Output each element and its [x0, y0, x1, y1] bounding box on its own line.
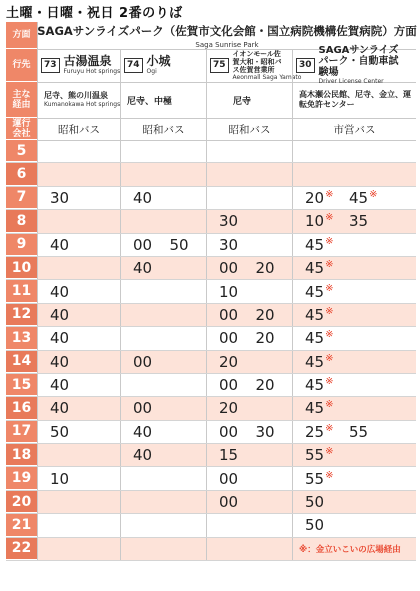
departure-cell	[206, 421, 292, 443]
operator-cell: 昭和バス	[206, 118, 292, 140]
hour-row	[6, 397, 416, 420]
page-title: 土曜・日曜・祝日 2番のりば	[6, 6, 183, 21]
destination-label: 方面	[6, 22, 37, 49]
departure-cell	[206, 538, 292, 560]
departure-minute: 40	[133, 188, 153, 207]
operator-label: 運行会社	[6, 118, 37, 140]
departure-cell	[206, 444, 292, 466]
departure-minute: 50	[169, 235, 189, 254]
departure-cell	[292, 140, 416, 162]
departure-cell	[37, 374, 120, 396]
departure-minute: 20	[219, 399, 239, 418]
departure-minute: 40	[133, 422, 153, 441]
departure-minute: 00	[219, 259, 239, 278]
departure-minute: 40	[50, 235, 70, 254]
minute-value: 55	[349, 422, 369, 441]
via-cell-74: 尼寺、中極	[120, 82, 206, 118]
hour-row	[6, 210, 416, 233]
departure-cell	[37, 140, 120, 162]
via-cell-73	[37, 82, 120, 118]
departure-minute: 00	[219, 305, 239, 324]
bound-cell-73	[37, 49, 120, 82]
hour-label: 15	[6, 374, 37, 396]
departure-minute: 40	[50, 282, 70, 301]
minute-value: 25	[305, 422, 325, 441]
departure-minute: 40	[50, 305, 70, 324]
departure-minute: 50	[50, 422, 70, 441]
departure-minute: 20	[219, 352, 239, 371]
bound-row	[6, 45, 416, 85]
timetable-grid	[6, 140, 416, 561]
departure-minute: 20	[255, 259, 275, 278]
departure-minute: 40	[50, 399, 70, 418]
hour-row	[6, 304, 416, 327]
departure-minute	[305, 212, 349, 230]
departure-minute	[349, 423, 393, 441]
departure-minute: 00	[219, 469, 239, 488]
route-mark: ※	[325, 352, 334, 364]
departure-cell	[37, 163, 120, 185]
departure-cell	[120, 351, 206, 373]
minute-value: 45	[305, 329, 325, 348]
departure-cell	[120, 257, 206, 279]
bound-name-en: Ogi	[146, 68, 157, 75]
departure-cell	[120, 538, 206, 560]
departure-cell	[292, 351, 416, 373]
hour-label: 6	[6, 163, 37, 185]
via-row	[6, 82, 416, 119]
departure-minute: 00	[133, 399, 153, 418]
minute-value: 20	[305, 188, 325, 207]
departure-minute: 15	[219, 446, 239, 465]
bound-cell-75	[206, 49, 302, 82]
departure-cell	[206, 140, 292, 162]
departure-cell	[37, 351, 120, 373]
hour-row	[6, 187, 416, 210]
departure-cell	[120, 327, 206, 349]
departure-cell	[206, 491, 292, 513]
bound-name-en: Driver License Center	[318, 78, 384, 85]
departure-cell	[120, 210, 206, 232]
departure-cell	[292, 234, 416, 256]
route-mark: ※	[325, 305, 334, 317]
departure-minute: 00	[219, 422, 239, 441]
bound-label: 行先	[6, 49, 37, 82]
route-mark: ※	[325, 329, 334, 341]
departure-minute: 40	[133, 259, 153, 278]
route-mark: ※	[325, 422, 334, 434]
departure-minute: 20	[255, 376, 275, 395]
hour-label: 18	[6, 444, 37, 466]
departure-minute	[349, 212, 393, 230]
route-mark: ※	[369, 188, 378, 200]
minute-value: 45	[305, 399, 325, 418]
departure-cell	[120, 467, 206, 489]
departure-cell	[292, 187, 416, 209]
departure-cell	[37, 187, 120, 209]
minute-value: 45	[305, 305, 325, 324]
hour-label: 21	[6, 514, 37, 536]
hour-row	[6, 374, 416, 397]
departure-cell	[206, 280, 292, 302]
departure-cell	[206, 351, 292, 373]
departure-cell	[206, 187, 292, 209]
departure-cell	[37, 304, 120, 326]
departure-cell	[292, 327, 416, 349]
departure-cell	[37, 467, 120, 489]
departure-minute	[305, 376, 349, 394]
departure-cell	[292, 397, 416, 419]
departure-cell	[120, 280, 206, 302]
departure-minute	[305, 516, 349, 534]
departure-cell	[120, 234, 206, 256]
via-text: 尼寺、熊の川温泉	[44, 91, 108, 100]
hour-label: 14	[6, 351, 37, 373]
route-number: 73	[41, 58, 60, 73]
departure-minute: 10	[219, 282, 239, 301]
route-mark: ※	[325, 469, 334, 481]
hour-row	[6, 444, 416, 467]
departure-minute: 00	[219, 493, 239, 512]
bound-name: SAGAサンライズパーク・自動車試験場	[318, 45, 399, 78]
departure-cell	[292, 421, 416, 443]
departure-cell	[120, 187, 206, 209]
minute-value: 45	[305, 282, 325, 301]
bound-name: 古湯温泉	[63, 54, 112, 68]
operator-row	[6, 118, 416, 141]
departure-cell	[292, 467, 416, 489]
via-label: 主な経由	[6, 82, 37, 118]
departure-cell	[37, 257, 120, 279]
route-mark: ※	[325, 446, 334, 458]
route-mark: ※	[325, 188, 334, 200]
departure-cell	[206, 467, 292, 489]
minute-value: 50	[305, 516, 325, 535]
minute-value: 45	[305, 259, 325, 278]
departure-cell	[37, 234, 120, 256]
departure-cell	[120, 421, 206, 443]
departure-minute	[305, 353, 349, 371]
minute-value: 45	[305, 376, 325, 395]
departure-cell	[292, 280, 416, 302]
departure-cell	[37, 491, 120, 513]
hour-row	[6, 351, 416, 374]
hour-row	[6, 163, 416, 186]
departure-cell	[206, 397, 292, 419]
minute-value: 45	[305, 235, 325, 254]
departure-cell	[37, 514, 120, 536]
bound-name: 小城	[146, 54, 171, 68]
departure-cell	[37, 327, 120, 349]
hour-label: 22	[6, 538, 37, 560]
route-mark: ※	[325, 259, 334, 271]
departure-cell	[206, 304, 292, 326]
hour-row	[6, 257, 416, 280]
route-number: 30	[296, 58, 315, 73]
operator-cell: 昭和バス	[37, 118, 120, 140]
operator-cell: 昭和バス	[120, 118, 206, 140]
hour-label: 10	[6, 257, 37, 279]
hour-label: 19	[6, 467, 37, 489]
hour-label: 8	[6, 210, 37, 232]
departure-cell	[206, 257, 292, 279]
bound-cell-74	[120, 49, 206, 82]
minute-value: 35	[349, 212, 369, 231]
departure-minute: 30	[255, 422, 275, 441]
hour-label: 7	[6, 187, 37, 209]
minute-value: 45	[305, 352, 325, 371]
departure-cell	[292, 163, 416, 185]
hour-label: 11	[6, 280, 37, 302]
departure-minute	[305, 329, 349, 347]
departure-minute: 20	[255, 305, 275, 324]
route-mark: ※	[325, 282, 334, 294]
footnote: ※：金立いこいの広場経由	[292, 538, 416, 560]
hour-row	[6, 327, 416, 350]
minute-value: 55	[305, 469, 325, 488]
departure-minute	[305, 283, 349, 301]
hour-row	[6, 538, 416, 561]
hour-row	[6, 467, 416, 490]
departure-minute: 30	[50, 188, 70, 207]
minute-value: 10	[305, 212, 325, 231]
departure-cell	[37, 280, 120, 302]
departure-minute: 40	[50, 352, 70, 371]
via-text-en: Kumanokawa Hot springs	[44, 101, 121, 108]
route-number: 74	[124, 58, 143, 73]
departure-minute: 10	[50, 469, 70, 488]
departure-minute	[305, 306, 349, 324]
departure-cell	[292, 374, 416, 396]
departure-cell	[37, 421, 120, 443]
departure-cell	[206, 163, 292, 185]
departure-minute	[305, 399, 349, 417]
departure-cell	[206, 374, 292, 396]
departure-cell	[120, 397, 206, 419]
departure-cell	[206, 327, 292, 349]
departure-minute: 40	[50, 329, 70, 348]
departure-cell	[120, 514, 206, 536]
departure-minute: 00	[219, 376, 239, 395]
hour-row	[6, 280, 416, 303]
bound-cell-30	[292, 45, 416, 85]
departure-cell	[37, 397, 120, 419]
minute-value: 55	[305, 446, 325, 465]
departure-minute	[305, 446, 349, 464]
hour-label: 12	[6, 304, 37, 326]
departure-cell	[292, 257, 416, 279]
route-mark: ※	[325, 235, 334, 247]
hour-row	[6, 491, 416, 514]
departure-cell	[120, 374, 206, 396]
departure-cell	[292, 491, 416, 513]
destination-name-en: Saga Sunrise Park	[195, 40, 259, 49]
hour-row	[6, 140, 416, 163]
via-cell-75: 尼寺	[206, 82, 292, 118]
bound-name-en: Furuyu Hot springs	[63, 68, 121, 75]
hour-label: 20	[6, 491, 37, 513]
departure-cell	[37, 210, 120, 232]
departure-minute: 20	[255, 329, 275, 348]
departure-minute: 30	[219, 212, 239, 231]
departure-cell	[292, 210, 416, 232]
departure-cell	[206, 234, 292, 256]
departure-minute	[349, 189, 393, 207]
departure-cell	[120, 304, 206, 326]
departure-minute: 40	[133, 446, 153, 465]
departure-cell	[292, 304, 416, 326]
destination-name: SAGAサンライズパーク（佐賀市文化会館・国立病院機構佐賀病院）方面	[37, 23, 417, 38]
minute-value: 45	[349, 188, 369, 207]
departure-cell	[37, 444, 120, 466]
departure-minute: 40	[50, 376, 70, 395]
departure-cell	[292, 514, 416, 536]
departure-minute	[305, 189, 349, 207]
departure-cell	[37, 538, 120, 560]
departure-minute	[305, 493, 349, 511]
hour-row	[6, 421, 416, 444]
bound-name: イオンモール佐賀大和・昭和バス佐賀営業所	[232, 49, 282, 74]
operator-cell: 市営バス	[292, 118, 416, 140]
departure-cell	[206, 514, 292, 536]
hour-label: 5	[6, 140, 37, 162]
departure-minute	[305, 236, 349, 254]
hour-row	[6, 234, 416, 257]
departure-minute: 30	[219, 235, 239, 254]
departure-cell	[120, 140, 206, 162]
departure-minute	[305, 259, 349, 277]
route-mark: ※	[325, 376, 334, 388]
route-mark: ※	[325, 212, 334, 224]
departure-cell	[120, 444, 206, 466]
departure-cell	[120, 491, 206, 513]
route-mark: ※	[325, 399, 334, 411]
hour-label: 17	[6, 421, 37, 443]
departure-minute: 00	[133, 235, 153, 254]
departure-cell	[206, 210, 292, 232]
hour-label: 9	[6, 234, 37, 256]
departure-cell	[120, 163, 206, 185]
via-cell-30: 高木瀬公民館、尼寺、金立、運転免許センター	[292, 82, 416, 118]
departure-cell	[292, 444, 416, 466]
route-number: 75	[210, 58, 229, 73]
departure-minute: 00	[219, 329, 239, 348]
departure-minute: 00	[133, 352, 153, 371]
hour-row	[6, 514, 416, 537]
departure-minute	[305, 470, 349, 488]
minute-value: 50	[305, 493, 325, 512]
departure-minute	[305, 423, 349, 441]
hour-label: 16	[6, 397, 37, 419]
bound-name-en: Aeonmall Saga Yamato	[232, 73, 302, 81]
hour-label: 13	[6, 327, 37, 349]
